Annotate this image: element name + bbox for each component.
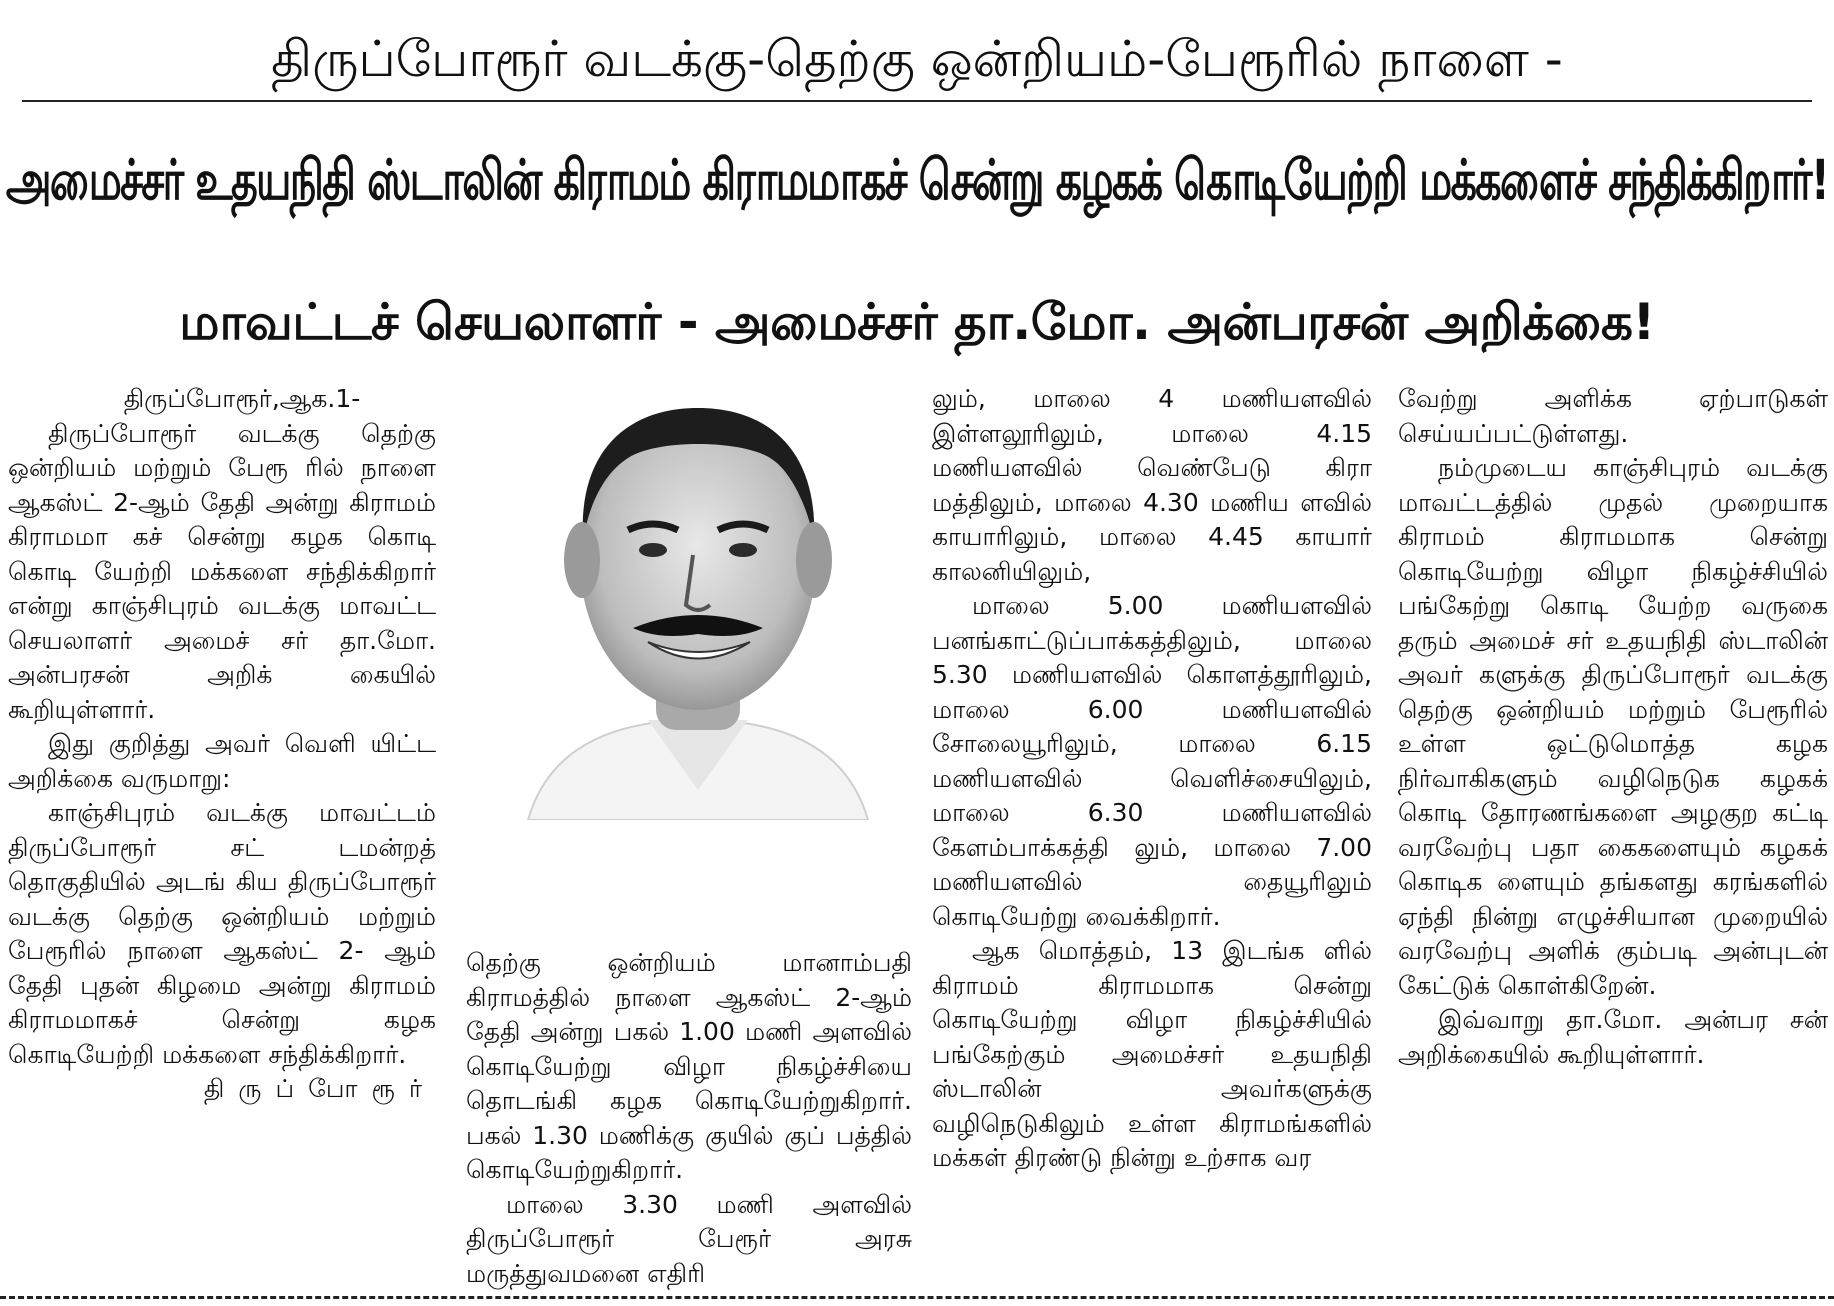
paragraph: மாலை 3.30 மணி அளவில் திருப்போரூர் பேரூர் அரசு மருத்துவமனை எதிரி [466, 1189, 912, 1288]
headline-main: அமைச்சர் உதயநிதி ஸ்டாலின் கிராமம் கிராமமாகச் சென்று கழகக் கொடியேற்றி மக்களைச் சந்திக்கிறார்! [5, 147, 1829, 213]
paragraph: தெற்கு ஒன்றியம் மானாம்பதி கிராமத்தில் நாளை ஆகஸ்ட் 2-ஆம் தேதி அன்று பகல் 1.00 மணி அளவில் கொடியேற்று விழா நிகழ்ச்சியை தொடங்கி கழக கொடியேற்றுகிறார். பகல் 1.30 மணிக்கு குயில் குப் பத்தில் கொடியேற்றுகிறார். [466, 948, 912, 1184]
paragraph: மாலை 5.00 மணியளவில் பனங்காட்டுப்பாக்கத்திலும், மாலை 5.30 மணியளவில் கொளத்தூரிலும், மாலை 6.00 மணியளவில் சோலையூரிலும், மாலை 6.15 மணியளவில் வெளிச்சையிலும், மாலை 6.30 மணியளவில் கேளம்பாக்கத்தி லும், மாலை 7.00 மணியளவில் தையூரிலும் கொடியேற்று வைக்கிறார். [932, 591, 1372, 931]
paragraph: திருப்போரூர் [203, 1074, 436, 1103]
paragraph: ஆக மொத்தம், 13 இடங்க ளில் கிராமம் கிராமமாக சென்று கொடியேற்று விழா நிகழ்ச்சியில் பங்கேற்கும் அமைச்சர் உதயநிதி ஸ்டாலின் அவர்களுக்கு வழிநெடுகிலும் உள்ள கிராமங்களில் மக்கள் திரண்டு நின்று உற்சாக வர [932, 936, 1372, 1172]
article-column-4 [1398, 382, 1828, 1292]
bottom-dashed-divider [0, 1296, 1834, 1299]
dateline: திருப்போரூர்,ஆக.1- [123, 384, 361, 413]
minister-portrait [488, 390, 908, 820]
article-column-3 [932, 382, 1372, 1292]
paragraph: இவ்வாறு தா.மோ. அன்பர சன் அறிக்கையில் கூறியுள்ளார். [1398, 1005, 1828, 1069]
paragraph: நம்முடைய காஞ்சிபுரம் வடக்கு மாவட்டத்தில் முதல் முறையாக கிராமம் கிராமமாக சென்று கொடியேற்று விழா நிகழ்ச்சியில் பங்கேற்று கொடி யேற்ற வருகை தரும் அமைச் சர் உதயநிதி ஸ்டாலின் அவர் களுக்கு திருப்போரூர் வடக்கு தெற்கு ஒன்றியம் மற்றும் பேரூரில் உள்ள ஒட்டுமொத்த கழக நிர்வாகிகளும் வழிநெடுக கழகக் கொடி தோரணங்களை அழகுற கட்டி வரவேற்பு பதா கைகளையும் கழகக் கொடிக ளையும் தங்களது கரங்களில் ஏந்தி நின்று எழுச்சியான முறையில் வரவேற்பு அளிக் கும்படி அன்புடன் கேட்டுக் கொள்கிறேன். [1398, 453, 1828, 1000]
headline-kicker: திருப்போரூர் வடக்கு-தெற்கு ஒன்றியம்-பேரூரில் நாளை - [271, 30, 1563, 88]
paragraph: லும், மாலை 4 மணியளவில் இள்ளலூரிலும், மாலை 4.15 மணியளவில் வெண்பேடு கிரா மத்திலும், மாலை 4.30 மணிய ளவில் காயாரிலும், மாலை 4.45 காயார் காலனியிலும், [932, 384, 1372, 586]
headline-subtitle: மாவட்டச் செயலாளர் - அமைச்சர் தா.மோ. அன்பரசன் அறிக்கை! [179, 293, 1655, 351]
article-column-1 [8, 382, 436, 1292]
paragraph: காஞ்சிபுரம் வடக்கு மாவட்டம் திருப்போரூர் சட் டமன்றத் தொகுதியில் அடங் கிய திருப்போரூர் வடக்கு தெற்கு ஒன்றியம் மற்றும் பேரூரில் நாளை ஆகஸ்ட் 2- ஆம் தேதி புதன் கிழமை அன்று கிராமம் கிராமமாகச் சென்று கழக கொடியேற்றி மக்களை சந்திக்கிறார். [8, 798, 436, 1069]
article-column-2 [466, 946, 912, 1292]
paragraph: இது குறித்து அவர் வெளி யிட்ட அறிக்கை வருமாறு: [8, 729, 436, 793]
paragraph: திருப்போரூர் வடக்கு தெற்கு ஒன்றியம் மற்றும் பேரூ ரில் நாளை ஆகஸ்ட் 2-ஆம் தேதி அன்று கிராமம் கிராமமா கச் சென்று கழக கொடி கொடி யேற்றி மக்களை சந்திக்கிறார் என்று காஞ்சிபுரம் வடக்கு மாவட்ட செயலாளர் அமைச் சர் தா.மோ. அன்பரசன் அறிக் கையில் கூறியுள்ளார். [8, 418, 436, 724]
paragraph: வேற்று அளிக்க ஏற்பாடுகள் செய்யப்பட்டுள்ளது. [1398, 384, 1828, 448]
